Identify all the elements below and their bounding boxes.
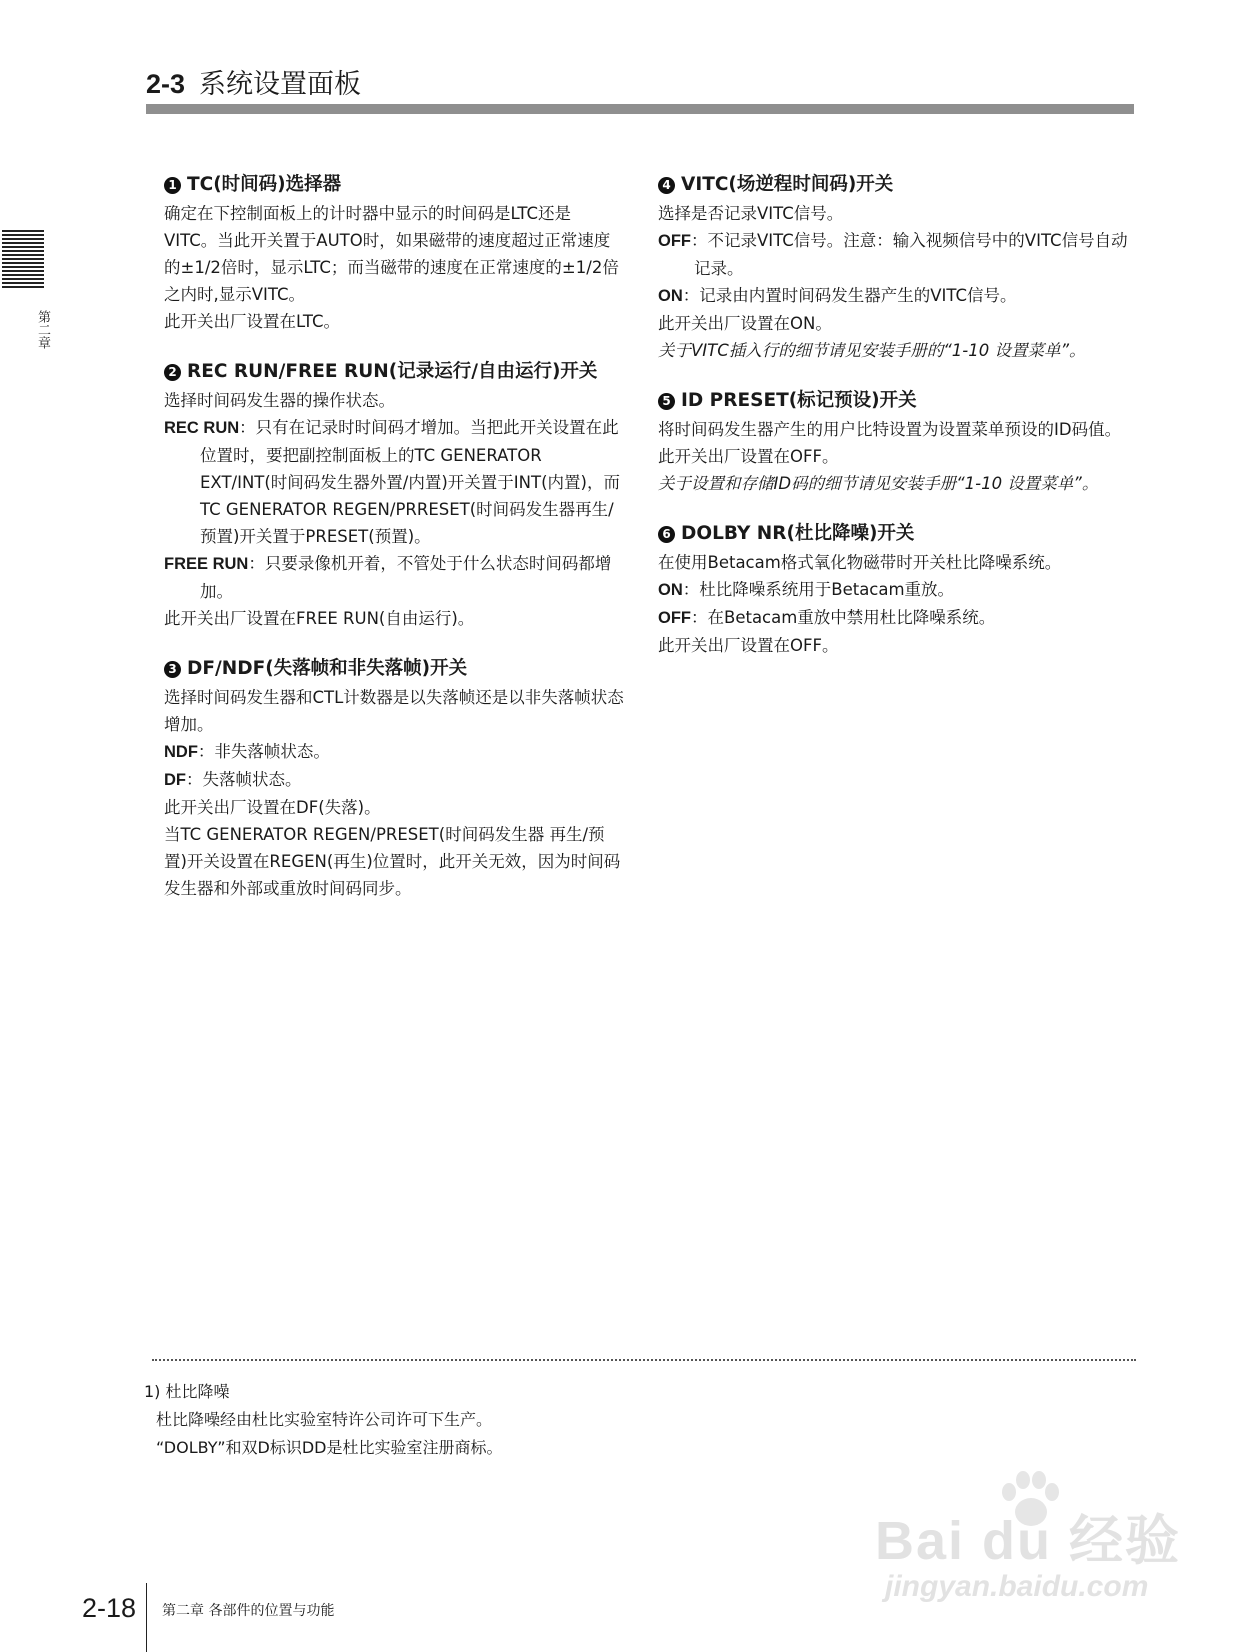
item-text: ：记录由内置时间码发生器产生的VITC信号。 [682, 286, 1017, 305]
heading-text: VITC(场逆程时间码)开关 [681, 174, 894, 195]
footnote-label: 1) 杜比降噪 [144, 1382, 230, 1401]
item-term: FREE RUN [164, 555, 249, 573]
footnote-divider [152, 1359, 1136, 1361]
item-term: REC RUN [164, 419, 240, 437]
item-term: ON [658, 581, 683, 599]
item-term: NDF [164, 743, 198, 761]
section-vitc [658, 170, 1138, 364]
list-item [658, 282, 1138, 310]
circle-number-icon: 2 [164, 364, 181, 381]
list-item [164, 738, 624, 766]
page-number: 2-18 [82, 1593, 137, 1623]
section-tc-selector [164, 170, 624, 335]
heading-text: DF/NDF(失落帧和非失落帧)开关 [187, 658, 468, 679]
section-heading [164, 357, 624, 387]
footnote-line: 杜比降噪经由杜比实验室特许公司许可下生产。 [156, 1410, 493, 1429]
reference-note: 关于VITC插入行的细节请见安装手册的“1-10 设置菜单”。 [658, 341, 1086, 360]
list-item [164, 414, 624, 550]
heading-text: DOLBY NR(杜比降噪)开关 [681, 523, 915, 544]
paragraph: 将时间码发生器产生的用户比特设置为设置菜单预设的ID码值。 [658, 420, 1122, 439]
item-term: OFF [658, 609, 691, 627]
section-rec-run [164, 357, 624, 632]
item-text: ：在Betacam重放中禁用杜比降噪系统。 [691, 608, 996, 627]
paragraph: 选择是否记录VITC信号。 [658, 204, 844, 223]
list-item [658, 604, 1138, 632]
list-item [658, 227, 1138, 282]
circle-number-icon: 6 [658, 526, 675, 543]
footnote [144, 1378, 502, 1462]
right-column [658, 170, 1138, 681]
section-heading [164, 654, 624, 684]
paragraph: 此开关出厂设置在OFF。 [658, 447, 839, 466]
paragraph: 选择时间码发生器的操作状态。 [164, 391, 395, 410]
section-number: 2-3 [146, 69, 186, 99]
paragraph: 选择时间码发生器和CTL计数器是以失落帧还是以非失落帧状态增加。 [164, 688, 624, 734]
heading-text: TC(时间码)选择器 [187, 174, 342, 195]
item-term: ON [658, 287, 683, 305]
item-term: OFF [658, 232, 691, 250]
heading-text: REC RUN/FREE RUN(记录运行/自由运行)开关 [187, 361, 598, 382]
footer-rule [146, 1583, 147, 1652]
item-term: DF [164, 771, 186, 789]
section-heading [164, 170, 624, 200]
section-dolby-nr [658, 519, 1138, 659]
heading-text: ID PRESET(标记预设)开关 [681, 390, 917, 411]
circle-number-icon: 4 [658, 177, 675, 194]
circle-number-icon: 5 [658, 393, 675, 410]
section-title: 系统设置面板 [199, 69, 362, 100]
item-text: ：只要录像机开着，不管处于什么状态时间码都增加。 [200, 554, 612, 601]
footer-chapter-text: 第二章 各部件的位置与功能 [162, 1603, 335, 1619]
list-item [164, 766, 624, 794]
watermark-brand: Bai du 经验 [875, 1511, 1182, 1571]
baidu-watermark [875, 1470, 1182, 1620]
paragraph: 此开关出厂设置在LTC。 [164, 312, 341, 331]
paragraph: 此开关出厂设置在ON。 [658, 314, 832, 333]
circle-number-icon: 1 [164, 177, 181, 194]
section-heading [658, 170, 1138, 200]
chapter-side-label: 第二章 [35, 310, 50, 349]
paragraph: 当TC GENERATOR REGEN/PRESET(时间码发生器 再生/预置)开关设置在REGEN(再生)位置时，此开关无效，因为时间码发生器和外部或重放时间码同步。 [164, 825, 621, 898]
section-heading [658, 519, 1138, 549]
paragraph: 此开关出厂设置在DF(失落)。 [164, 798, 381, 817]
item-text: ：只有在记录时时间码才增加。当把此开关设置在此位置时，要把副控制面板上的TC GENERATOR EXT/INT(时间码发生器外置/内置)开关置于INT(内置)，而TC GENERATOR REGEN/PRRESET(时间码发生器再生/预置)开关置于PRESET(预置)。 [200, 418, 620, 546]
page-title [146, 62, 361, 101]
item-text: ：杜比降噪系统用于Betacam重放。 [682, 580, 955, 599]
item-text: ：非失落帧状态。 [197, 742, 330, 761]
paragraph: 此开关出厂设置在FREE RUN(自由运行)。 [164, 609, 475, 628]
left-column [164, 170, 624, 924]
circle-number-icon: 3 [164, 661, 181, 678]
section-id-preset [658, 386, 1138, 497]
paragraph: 此开关出厂设置在OFF。 [658, 636, 839, 655]
paragraph: 确定在下控制面板上的计时器中显示的时间码是LTC还是VITC。当此开关置于AUTO时，如果磁带的速度超过正常速度的±1/2倍时，显示LTC；而当磁带的速度在正常速度的±1/2倍之内时,显示VITC。 [164, 204, 619, 304]
section-heading [658, 386, 1138, 416]
chapter-tab-marker [2, 230, 44, 290]
list-item [164, 550, 624, 605]
reference-note: 关于设置和存储ID码的细节请见安装手册“1-10 设置菜单”。 [658, 474, 1099, 493]
paragraph: 在使用Betacam格式氧化物磁带时开关杜比降噪系统。 [658, 553, 1062, 572]
item-text: ：不记录VITC信号。注意：输入视频信号中的VITC信号自动记录。 [691, 231, 1128, 278]
item-text: ：失落帧状态。 [186, 770, 302, 789]
section-df-ndf [164, 654, 624, 902]
watermark-url: jingyan.baidu.com [885, 1570, 1149, 1603]
list-item [658, 576, 1138, 604]
header-rule [146, 104, 1134, 114]
footnote-line: “DOLBY”和双D标识DD是杜比实验室注册商标。 [156, 1438, 503, 1457]
